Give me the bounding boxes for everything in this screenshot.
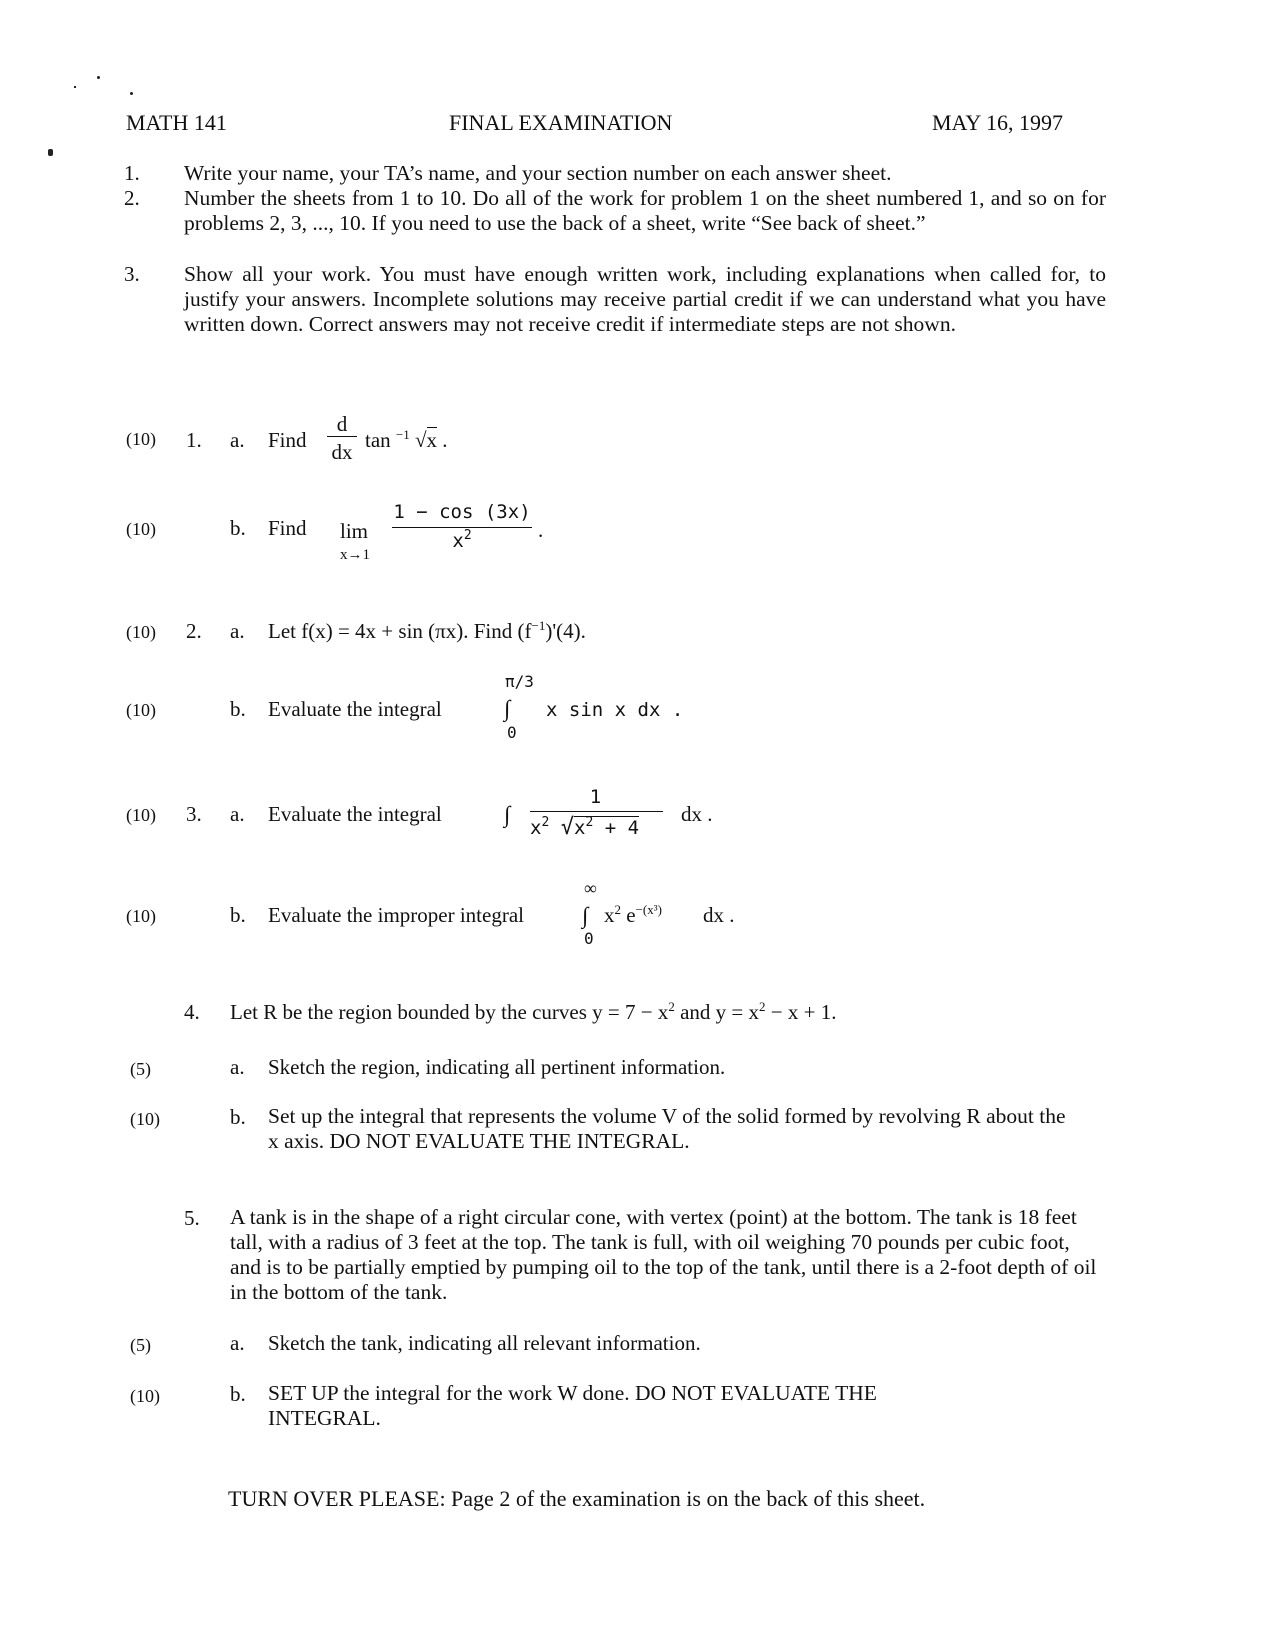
radical-symbol: √: [415, 428, 427, 452]
scan-speck: [74, 86, 76, 88]
radicand-x: x: [573, 817, 586, 839]
part-text: Find: [268, 516, 307, 540]
curve-2: and y = x: [674, 1000, 760, 1024]
part-text: Sketch the region, indicating all pertinent information.: [268, 1055, 726, 1079]
fraction-bar: [392, 527, 532, 528]
points: (10): [126, 700, 156, 720]
derivative-dx: dx: [331, 440, 353, 464]
part-label: a.: [230, 428, 245, 452]
problem-statement: [230, 999, 837, 1024]
lower-limit: 0: [584, 929, 594, 948]
integral-sign: ∫: [582, 903, 589, 928]
problem-number: 4.: [184, 1000, 200, 1024]
points: (10): [126, 429, 156, 449]
scan-speck: [48, 149, 53, 156]
denominator-x: x: [530, 817, 542, 839]
lower-limit: 0: [507, 723, 517, 742]
integrand-e: e: [621, 903, 636, 927]
curve-2-exponent: 2: [759, 999, 766, 1014]
math-expression: [365, 427, 448, 452]
instruction-number: 3.: [124, 262, 140, 286]
exam-title: FINAL EXAMINATION: [449, 110, 673, 135]
integral-sign: ∫: [504, 802, 511, 827]
end-period: .: [538, 518, 544, 542]
part-label: b.: [230, 1382, 246, 1406]
instruction-number: 1.: [124, 161, 140, 185]
points: (5): [130, 1335, 151, 1355]
differential: dx .: [703, 903, 735, 927]
upper-limit: π/3: [505, 672, 534, 691]
integrand-x-exponent: 2: [614, 902, 621, 917]
points: (10): [130, 1386, 160, 1406]
curve-1-exponent: 2: [668, 999, 675, 1014]
upper-limit: ∞: [584, 878, 597, 898]
numerator: 1 − cos (3x): [393, 501, 531, 523]
exam-date: MAY 16, 1997: [932, 110, 1064, 135]
problem-number: 1.: [186, 428, 202, 452]
part-label: b.: [230, 903, 246, 927]
part-text: Sketch the tank, indicating all relevant information.: [268, 1331, 701, 1355]
part-label: a.: [230, 619, 245, 643]
curve-1: Let R be the region bounded by the curves y = 7 − x: [230, 1000, 669, 1024]
part-label: a.: [230, 1331, 245, 1355]
part-label: a.: [230, 1055, 245, 1079]
course-title: MATH 141: [126, 110, 227, 135]
part-text: SET UP the integral for the work W done. DO NOT EVALUATE THE INTEGRAL.: [268, 1381, 877, 1430]
problem-statement: A tank is in the shape of a right circular cone, with vertex (point) at the bottom. The tank is 18 feet tall, with a radius of 3 feet at the top. The tank is full, with oil weighing 70 pounds per cubic foot, and is to be partially emptied by pumping oil to the top of the tank, until there is a 2-foot depth of oil in the bottom of the tank.: [230, 1205, 1097, 1304]
radicand: x: [426, 428, 438, 452]
end-period: .: [442, 428, 448, 452]
denominator-x: x: [452, 530, 464, 552]
instruction-text: Write your name, your TA’s name, and your section number on each answer sheet.: [184, 161, 892, 185]
inverse-exponent: −1: [395, 427, 410, 442]
limit-subscript: x→1: [340, 547, 370, 563]
denominator-exponent: 2: [541, 815, 550, 830]
scan-speck: [97, 76, 100, 79]
problem-number: 5.: [184, 1206, 200, 1230]
scan-speck: [130, 92, 133, 95]
function-definition: Let f(x) = 4x + sin (πx). Find (f: [268, 619, 532, 643]
instruction-text: Show all your work. You must have enough written work, including explanations when called for, to justify your answers. Incomplete solutions may receive partial credit if we can understand what you have written down. Correct answers may not receive credit if intermediate steps are not shown.: [184, 262, 1106, 336]
points: (10): [126, 622, 156, 642]
points: (10): [130, 1109, 160, 1129]
denominator-exponent: 2: [463, 528, 472, 543]
tan-func: tan: [365, 428, 391, 452]
points: (10): [126, 906, 156, 926]
denominator: [392, 528, 532, 552]
integral-sign: ∫: [504, 696, 511, 721]
part-text: Evaluate the integral: [268, 697, 442, 721]
radical-symbol: √: [560, 815, 574, 840]
part-label: b.: [230, 1105, 246, 1129]
radicand-exponent: 2: [585, 815, 594, 830]
radicand-constant: + 4: [593, 817, 640, 839]
fraction-bar: [327, 436, 357, 437]
points: (5): [130, 1059, 151, 1079]
evaluation-point: )'(4).: [545, 619, 586, 643]
inverse-exponent: −1: [531, 618, 546, 633]
part-label: a.: [230, 802, 245, 826]
problem-number: 2.: [186, 619, 202, 643]
radicand: [574, 816, 639, 839]
part-text: [268, 618, 586, 643]
part-text: Set up the integral that represents the volume V of the solid formed by revolving R about the x axis. DO NOT EVALUATE THE INTEGRAL.: [268, 1104, 1066, 1153]
integrand-e-exponent: −(x³): [635, 902, 662, 917]
part-text: Find: [268, 428, 307, 452]
instruction-text: Number the sheets from 1 to 10. Do all of the work for problem 1 on the sheet numbered 1, and so on for problems 2, 3, ..., 10. If you need to use the back of a sheet, write “See back of sheet.”: [184, 186, 1106, 235]
part-text: Evaluate the improper integral: [268, 903, 524, 927]
points: (10): [126, 805, 156, 825]
differential: dx .: [681, 802, 713, 826]
integrand-x: x: [604, 903, 615, 927]
points: (10): [126, 519, 156, 539]
instruction-number: 2.: [124, 186, 140, 210]
denominator: [530, 817, 639, 839]
derivative-d: d: [336, 412, 348, 436]
part-label: b.: [230, 697, 246, 721]
limit-operator: lim: [340, 519, 369, 543]
curve-2-rest: − x + 1.: [765, 1000, 837, 1024]
numerator: 1: [589, 786, 602, 808]
problem-number: 3.: [186, 802, 202, 826]
integrand: [604, 902, 662, 927]
part-label: b.: [230, 516, 246, 540]
integrand: x sin x dx .: [546, 699, 684, 721]
turn-over-note: TURN OVER PLEASE: Page 2 of the examination is on the back of this sheet.: [228, 1486, 926, 1511]
fraction-bar: [530, 811, 663, 812]
part-text: Evaluate the integral: [268, 802, 442, 826]
